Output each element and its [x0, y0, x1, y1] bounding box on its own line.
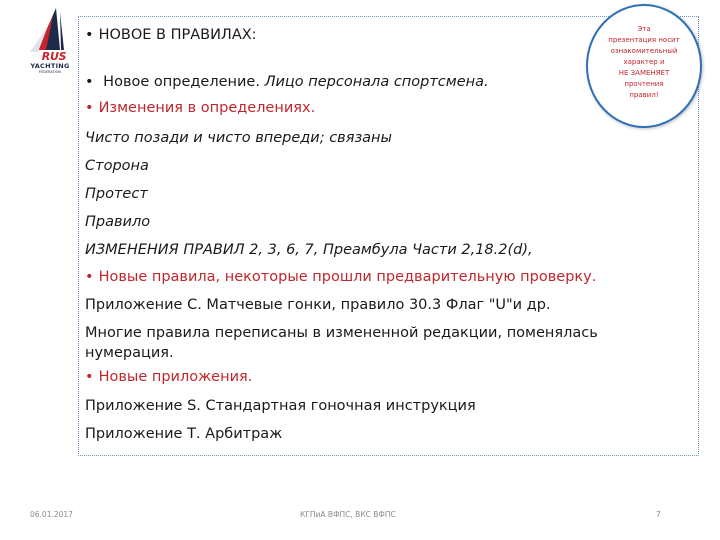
heading-new-in-rules: • НОВОЕ В ПРАВИЛАХ: [85, 25, 685, 45]
disclaimer-line: правил! [629, 90, 659, 99]
bullet-new-definition-term: Лицо персонала спортсмена. [264, 74, 489, 90]
disclaimer-badge [586, 4, 702, 128]
renumbering-line: Многие правила переписаны в измененной редакции, поменялась нумерация. [85, 325, 598, 361]
definition-item: Протест [85, 186, 148, 202]
footer-page-number: 7 [656, 510, 661, 519]
appendix-c-line: Приложение С. Матчевые гонки, правило 30.3 Флаг "U"и др. [85, 297, 551, 313]
disclaimer-line: НЕ ЗАМЕНЯЕТ [618, 68, 670, 77]
rus-yachting-logo [8, 6, 74, 76]
disclaimer-line: презентация носит [608, 35, 680, 44]
definition-item: Сторона [85, 158, 149, 174]
footer-org: КГПиА ВФПС, ВКС ВФПС [300, 510, 396, 519]
logo-tagline: FEDERATION [38, 70, 62, 74]
footer-date: 06.01.2017 [30, 510, 73, 519]
bullet-changed-definitions: • Изменения в определениях. [85, 98, 685, 118]
bullet-new-rules: • Новые правила, некоторые прошли предварительную проверку. [85, 267, 685, 287]
bullet-new-appendices: • Новые приложения. [85, 367, 685, 387]
appendix-t-line: Приложение Т. Арбитраж [85, 426, 283, 442]
disclaimer-line: характер и [623, 57, 665, 66]
disclaimer-line: прочтения [624, 79, 664, 88]
bullet-new-definition-label: Новое определение. [103, 74, 265, 90]
definition-item: Чисто позади и чисто впереди; связаны [85, 130, 392, 146]
rule-changes-line: ИЗМЕНЕНИЯ ПРАВИЛ 2, 3, 6, 7, Преамбула Части 2,18.2(d), [85, 242, 533, 258]
logo-subtitle: YACHTING [30, 62, 70, 70]
logo-brand: RUS [41, 50, 67, 63]
definition-item: Правило [85, 214, 151, 230]
appendix-s-line: Приложение S. Стандартная гоночная инструкция [85, 398, 476, 414]
disclaimer-line: Эта [637, 24, 651, 33]
disclaimer-text [601, 24, 687, 101]
disclaimer-line: ознакомительный [610, 46, 678, 55]
